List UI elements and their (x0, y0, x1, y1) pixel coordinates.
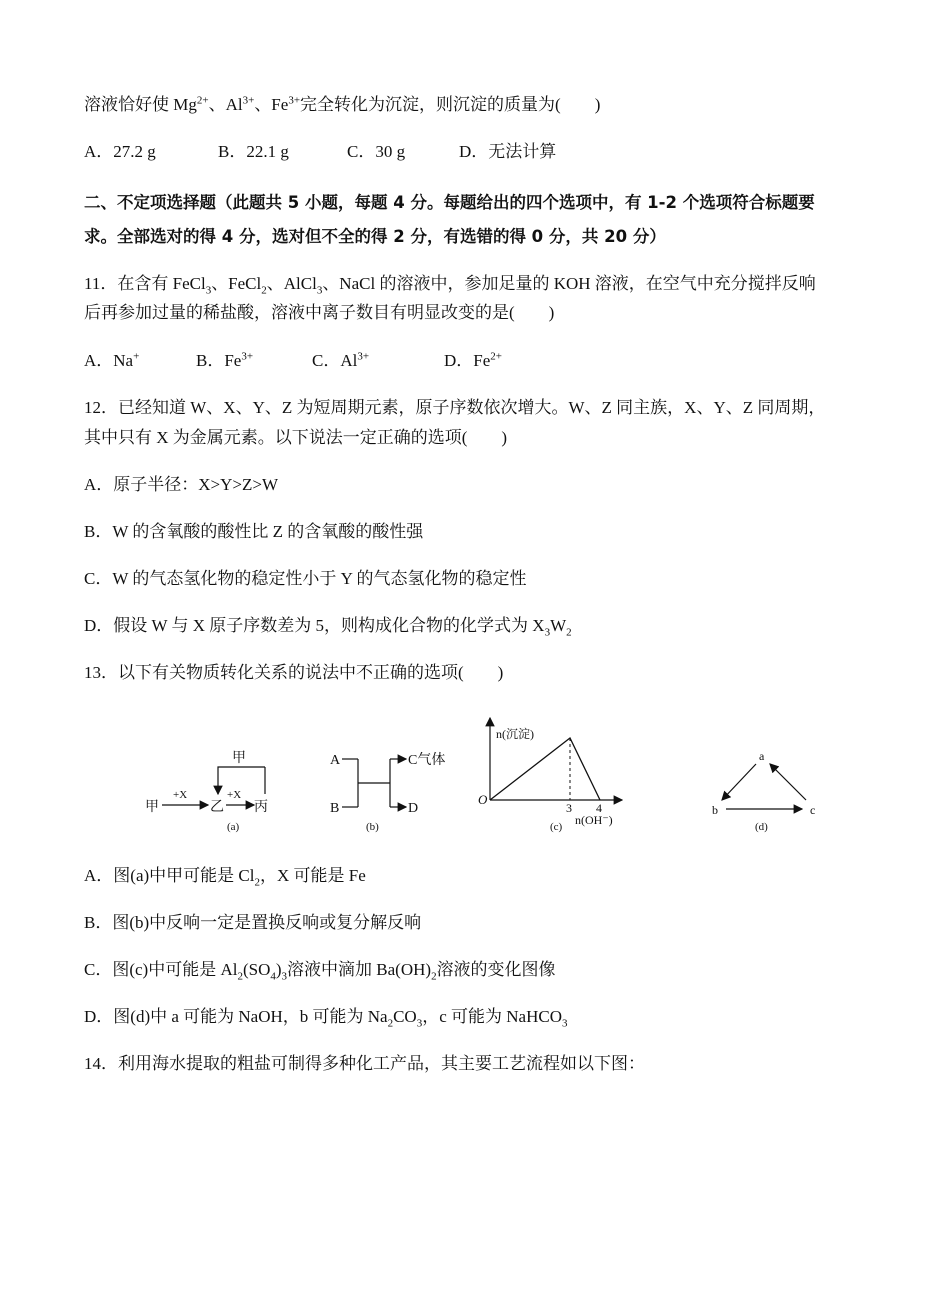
figure-b (330, 751, 445, 833)
figure-d (712, 749, 815, 833)
fig-d-arrow-c-a (770, 764, 806, 800)
fig-b-caption: (b) (366, 821, 379, 833)
fig-b-C: C气体 (408, 753, 446, 768)
q12-stem-line1: 12．已经知道 W、X、Y、Z 为短周期元素，原子序数依次增大。W、Z 同主族，X、Y、Z 同周期， (84, 398, 826, 417)
fig-a-loop-arrow (218, 767, 265, 794)
q13-option-b[interactable]: B．图(b)中反响一定是置换反响或复分解反响 (84, 913, 422, 932)
fig-c-curve (490, 738, 600, 800)
fig-b-A: A (330, 753, 341, 768)
q12-option-c[interactable]: C．W 的气态氢化物的稳定性小于 Y 的气态氢化物的稳定性 (84, 569, 527, 588)
q13-stem: 13．以下有关物质转化关系的说法中不正确的选项( ) (84, 663, 504, 682)
q12-option-a[interactable]: A．原子半径：X>Y>Z>W (84, 475, 279, 494)
fig-a-top-label: 甲 (232, 751, 246, 766)
fig-a-caption: (a) (227, 821, 240, 833)
q12-stem-line2: 其中只有 X 为金属元素。以下说法一定正确的选项( ) (84, 428, 508, 447)
q12-option-b[interactable]: B．W 的含氧酸的酸性比 Z 的含氧酸的酸性强 (84, 522, 424, 541)
q11-option-c[interactable]: C．$Al^{3+}$ (312, 350, 370, 370)
q10-option-a[interactable]: A．27.2 g (84, 142, 156, 161)
fig-d-arrow-a-b (722, 764, 756, 800)
fig-c-xlabel: n(OH⁻) (575, 813, 613, 827)
q11-option-a[interactable]: A．Na+ (84, 350, 140, 370)
q10-option-b[interactable]: B．22.1 g (218, 142, 289, 161)
q10-option-d[interactable]: D．无法计算 (459, 142, 557, 161)
fig-a-jia: 甲 (145, 800, 159, 815)
fig-c-ylabel: n(沉淀) (496, 727, 534, 741)
q11-stem-line1: 11．在含有 FeCl$_3$、FeCl$_2$、AlCl$_3$、NaCl 的溶液中，参加足量的 KOH 溶液，在空气中充分搅拌反响 (84, 274, 816, 297)
figure-c (478, 718, 622, 833)
fig-a-x2: +X (227, 789, 242, 801)
fig-c-tick-4: 4 (596, 801, 602, 815)
q11-option-b[interactable]: B．$Fe^{3+}$ (196, 350, 254, 370)
q14-stem: 14．利用海水提取的粗盐可制得多种化工产品，其主要工艺流程如以下图： (84, 1054, 645, 1073)
section2-heading-line2: 求。全部选对的得 4 分，选对但不全的得 2 分，有选错的得 0 分，共 20 分） (84, 227, 666, 246)
fig-d-caption: (d) (755, 821, 768, 833)
fig-b-D: D (408, 801, 419, 816)
fig-c-origin: O (478, 792, 488, 807)
fig-a-bing: 丙 (254, 800, 268, 815)
q10-stem-tail: 溶液恰好使 $Mg^{2+}$、$Al^{3+}$、$Fe^{3+}$完全转化为沉淀，则沉淀的质量为( ) (84, 94, 601, 114)
fig-d-b: b (712, 803, 718, 817)
q13-figures (140, 712, 830, 842)
q10-option-c[interactable]: C．30 g (347, 142, 406, 161)
section2-heading-line1: 二、不定项选择题（此题共 5 小题，每题 4 分。每题给出的四个选项中，有 1-2 个选项符合标题要 (84, 193, 815, 212)
q13-option-c[interactable]: C．图(c)中可能是 $Al_2(SO_4)_3$溶液中滴加 $Ba(OH)_2$溶液的变化图像 (84, 960, 556, 983)
fig-a-x1: +X (173, 789, 188, 801)
fig-c-tick-3: 3 (566, 801, 572, 815)
q10-options (84, 141, 556, 163)
fig-d-c: c (810, 803, 816, 817)
q13-option-a[interactable]: A．图(a)中甲可能是 $Cl_2$，X 可能是 Fe (84, 866, 366, 889)
fig-d-a: a (759, 749, 765, 763)
fig-a-yi: 乙 (210, 800, 224, 815)
q11-options (84, 350, 502, 372)
q11-option-d[interactable]: D．$Fe^{2+}$ (444, 350, 502, 370)
figure-a (145, 750, 268, 833)
fig-c-caption: (c) (550, 821, 563, 833)
fig-b-B: B (330, 801, 340, 816)
q11-stem-line2: 后再参加过量的稀盐酸，溶液中离子数目有明显改变的是( ) (84, 303, 555, 322)
q12-option-d[interactable]: D．假设 W 与 X 原子序数差为 5，则构成化合物的化学式为 $X_3W_2$ (84, 616, 572, 639)
q13-option-d[interactable]: D．图(d)中 a 可能为 NaOH，b 可能为 $Na_2CO_3$，c 可能为 NaHCO$_3$ (84, 1007, 568, 1030)
